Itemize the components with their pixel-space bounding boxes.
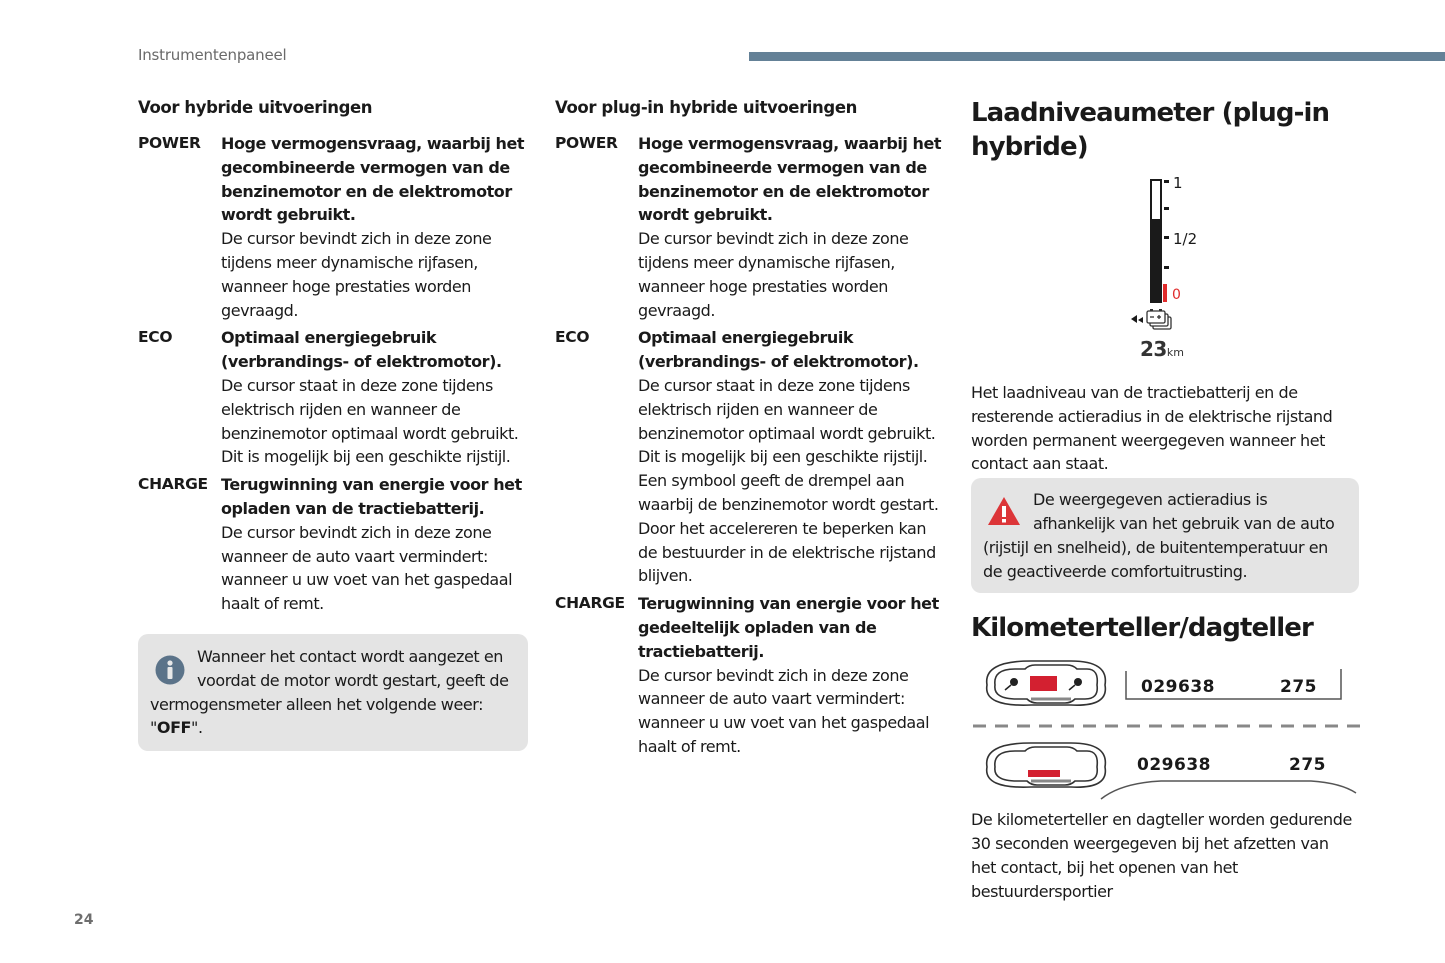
definition-detail: De cursor bevindt zich in deze zone wanneer de auto vaart vermindert: wanneer u uw voet van het gaspedaal haalt of remt.: [221, 522, 513, 614]
odometer-description: De kilometerteller en dagteller worden gedurende 30 seconden weergegeven bij het afzetten van het contact, bij het openen van het bestuurdersportier: [971, 810, 1352, 901]
definition-summary: Terugwinning van energie voor het gedeeltelijk opladen van de tractiebatterij.: [638, 594, 939, 661]
definition-charge: [555, 592, 945, 759]
definition-charge: [138, 473, 528, 616]
definition-power: [138, 132, 528, 322]
term-power: POWER: [138, 134, 201, 152]
section-title-hybrid: Voor hybride uitvoeringen: [138, 98, 373, 117]
odometer-total-2: 029638: [1137, 755, 1211, 776]
info-note: [138, 634, 528, 751]
term-charge: CHARGE: [138, 475, 208, 494]
definition-detail: De cursor staat in deze zone tijdens elektrisch rijden en wanneer de benzinemotor optimaal wordt gebruikt. Dit is mogelijk bij een geschikte rijstijl. Een symbool geeft de drempel aan waarbij de benzinemotor wordt gestart. Door het accelereren te beperken kan de bestuurder in de elektrische rijstand blijven.: [638, 375, 939, 586]
definition-summary: Optimaal energiegebruik (verbrandings- of elektromotor).: [638, 328, 919, 372]
trip-counter-1: 275: [1280, 677, 1317, 698]
range-value: 23: [1140, 337, 1167, 361]
definition-detail: De cursor bevindt zich in deze zone tijdens meer dynamische rijfasen, wanneer hoge prestaties worden gevraagd.: [221, 229, 492, 320]
trip-counter-2: 275: [1289, 755, 1326, 776]
battery-icon: [1131, 309, 1171, 329]
header-accent-bar: [749, 52, 1445, 61]
definition-power: [555, 132, 945, 322]
page-number: 24: [74, 912, 94, 928]
info-note-off: OFF: [156, 718, 192, 738]
heading-odometer: Kilometerteller/dagteller: [971, 613, 1313, 644]
warning-icon: [987, 496, 1021, 526]
term-power: POWER: [555, 134, 618, 152]
odometer-total-1: 029638: [1141, 677, 1215, 698]
definition-detail: De cursor bevindt zich in deze zone wanneer de auto vaart vermindert: wanneer u uw voet van het gaspedaal haalt of remt.: [638, 665, 930, 756]
definition-summary: Optimaal energiegebruik (verbrandings- of elektromotor).: [221, 328, 502, 372]
term-eco: ECO: [555, 328, 590, 347]
definition-detail: De cursor staat in deze zone tijdens elektrisch rijden en wanneer de benzinemotor optimaal wordt gebruikt. Dit is mogelijk bij een geschikte rijstijl.: [221, 375, 519, 467]
range-readout: [1140, 337, 1184, 361]
term-eco: ECO: [138, 328, 173, 347]
column-plugin-hybrid: [555, 96, 945, 763]
charge-level-gauge-figure: [971, 164, 1361, 384]
definition-eco: [555, 326, 945, 588]
running-head: Instrumentenpaneel: [138, 46, 287, 64]
odometer-figure: [971, 659, 1361, 809]
definition-eco: [138, 326, 528, 469]
term-charge: CHARGE: [555, 594, 625, 613]
warning-note: [971, 478, 1359, 593]
gauge-label-empty: 0: [1172, 287, 1181, 303]
info-note-text-end: ".: [191, 718, 203, 738]
definition-summary: Terugwinning van energie voor het opladen van de tractiebatterij.: [221, 475, 522, 518]
charge-gauge-description: Het laadniveau van de tractiebatterij en de resterende actieradius in de elektrische rijstand worden permanent weergegeven wanneer het contact aan staat.: [971, 383, 1333, 474]
column-hybrid: [138, 96, 528, 751]
definition-summary: Hoge vermogensvraag, waarbij het gecombineerde vermogen van de benzinemotor en de elektromotor wordt gebruikt.: [221, 134, 525, 225]
info-note-text: Wanneer het contact wordt aangezet en voordat de motor wordt gestart, geeft de vermogensmeter alleen het volgende weer: ": [150, 646, 509, 738]
gauge-label-half: 1/2: [1173, 230, 1198, 248]
definition-summary: Hoge vermogensvraag, waarbij het gecombineerde vermogen van de benzinemotor en de elektromotor wordt gebruikt.: [638, 134, 942, 225]
definition-detail: De cursor bevindt zich in deze zone tijdens meer dynamische rijfasen, wanneer hoge prestaties worden gevraagd.: [638, 229, 909, 320]
heading-charge-gauge: Laadniveaumeter (plug-in hybride): [971, 98, 1330, 162]
gauge-label-full: 1: [1173, 174, 1183, 192]
info-icon: [155, 655, 185, 685]
range-unit: km: [1166, 346, 1184, 359]
column-right: [971, 96, 1361, 904]
warning-text: De weergegeven actieradius is afhankelijk van het gebruik van de auto (rijstijl en snelheid), de buitentemperatuur en de geactiveerde comfortuitrusting.: [983, 490, 1335, 581]
section-title-plugin: Voor plug-in hybride uitvoeringen: [555, 98, 857, 117]
